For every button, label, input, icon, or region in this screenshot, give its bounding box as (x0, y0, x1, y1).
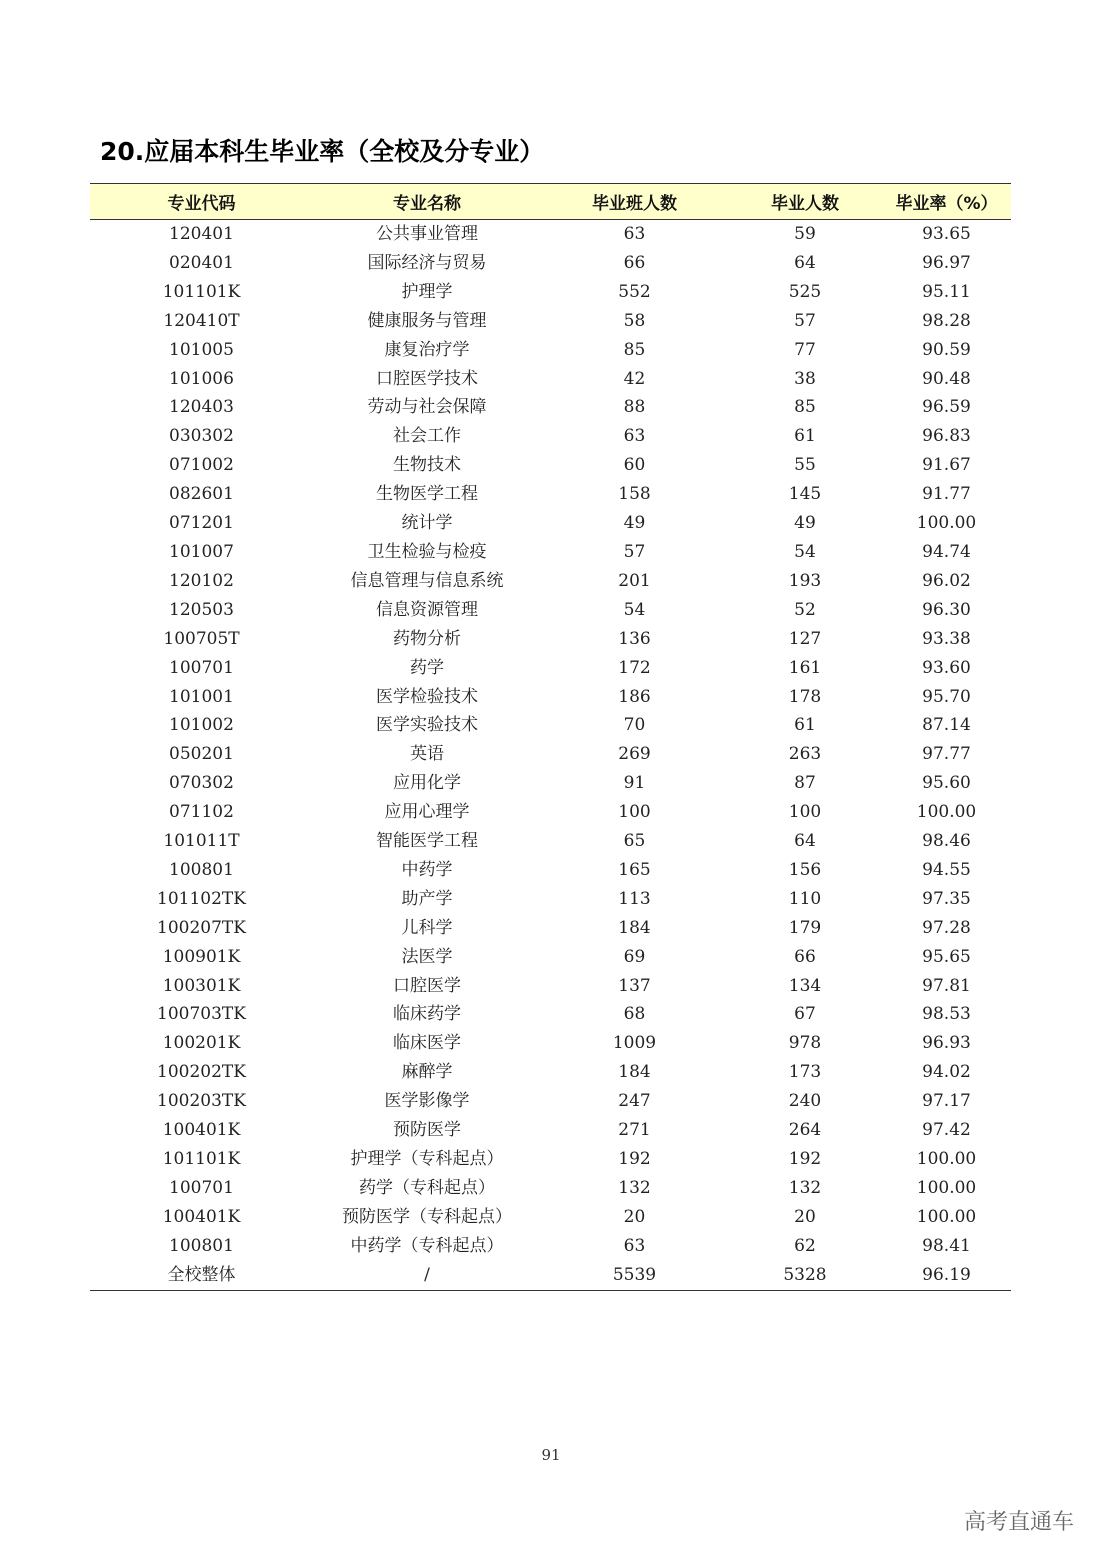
cell-class-size: 136 (618, 628, 651, 649)
cell-major-name: 中药学 (401, 859, 453, 880)
cell-major-code: 120410T (163, 310, 240, 331)
cell-graduates: 161 (788, 657, 822, 678)
cell-class-size: 42 (623, 368, 646, 389)
table-row (90, 1058, 1011, 1087)
cell-major-code: 101001 (169, 686, 234, 707)
cell-major-code: 100207TK (157, 917, 246, 938)
cell-class-size: 100 (618, 802, 651, 823)
table-row (90, 1203, 1011, 1232)
cell-graduates: 54 (794, 541, 816, 562)
cell-major-code: 071201 (169, 513, 234, 534)
cell-graduation-rate: 98.28 (922, 310, 971, 331)
cell-class-size: 165 (618, 859, 651, 880)
table-row (90, 885, 1011, 914)
cell-graduation-rate: 95.11 (922, 281, 971, 302)
cell-major-name: 助产学 (401, 888, 453, 909)
cell-graduation-rate: 94.55 (922, 859, 971, 880)
cell-graduates: 38 (794, 368, 816, 389)
cell-graduation-rate: 98.41 (922, 1235, 971, 1256)
cell-major-name: 国际经济与贸易 (367, 252, 487, 273)
watermark: 高考直通车 (963, 1510, 1074, 1535)
cell-major-name: 临床药学 (393, 1004, 461, 1025)
cell-major-name: 劳动与社会保障 (367, 397, 487, 418)
cell-graduates: 49 (794, 513, 816, 534)
cell-major-code: 030302 (169, 426, 234, 447)
page-number: 91 (541, 1446, 561, 1464)
cell-graduates: 62 (794, 1235, 816, 1256)
cell-major-code: 100801 (169, 1235, 234, 1256)
cell-class-size: 113 (618, 888, 651, 909)
cell-class-size: 70 (623, 715, 646, 736)
cell-class-size: 54 (623, 599, 646, 620)
table-row (90, 827, 1011, 856)
total-class-size: 5539 (541, 1261, 728, 1290)
table-row (90, 1174, 1011, 1203)
cell-graduates: 240 (788, 1091, 822, 1112)
cell-major-name: 口腔医学技术 (376, 368, 478, 389)
cell-major-code: 100701 (169, 1177, 234, 1198)
cell-major-code: 100703TK (157, 1004, 246, 1025)
cell-major-name: 信息管理与信息系统 (350, 570, 504, 591)
cell-major-name: 医学检验技术 (376, 686, 478, 707)
cell-graduates: 67 (794, 1004, 816, 1025)
cell-class-size: 269 (618, 744, 651, 765)
cell-major-name: 应用化学 (393, 773, 461, 794)
cell-major-name: 药学 (410, 657, 444, 678)
cell-major-code: 082601 (169, 484, 234, 505)
cell-graduates: 100 (788, 802, 822, 823)
cell-class-size: 271 (618, 1120, 651, 1141)
cell-graduates: 64 (794, 831, 816, 852)
cell-class-size: 63 (623, 426, 646, 447)
cell-major-name: 口腔医学 (393, 975, 461, 996)
table-row (90, 451, 1011, 480)
cell-graduation-rate: 90.48 (922, 368, 971, 389)
table-body (90, 220, 1011, 1291)
total-graduation-rate: 96.19 (882, 1261, 1011, 1290)
cell-class-size: 69 (623, 946, 646, 967)
cell-graduation-rate: 100.00 (916, 1177, 977, 1198)
table-row (90, 538, 1011, 567)
cell-major-code: 101102TK (157, 888, 246, 909)
cell-class-size: 63 (623, 224, 646, 244)
cell-graduates: 127 (788, 628, 822, 649)
table-row (90, 1116, 1011, 1145)
cell-major-code: 101007 (169, 541, 234, 562)
cell-graduates: 66 (794, 946, 816, 967)
cell-class-size: 158 (618, 484, 651, 505)
table-row (90, 278, 1011, 307)
table-row (90, 711, 1011, 740)
cell-graduation-rate: 97.81 (922, 975, 971, 996)
cell-graduation-rate: 93.60 (922, 657, 971, 678)
cell-class-size: 49 (623, 513, 646, 534)
cell-major-name: 信息资源管理 (376, 599, 478, 620)
cell-graduation-rate: 91.77 (922, 484, 971, 505)
cell-graduation-rate: 96.83 (922, 426, 971, 447)
cell-graduates: 77 (794, 339, 816, 360)
cell-graduation-rate: 96.30 (922, 599, 971, 620)
cell-major-code: 101005 (169, 339, 234, 360)
table-row (90, 683, 1011, 712)
header-major-name: 专业名称 (313, 184, 541, 220)
cell-class-size: 552 (618, 281, 651, 302)
header-class-size: 毕业班人数 (541, 184, 728, 220)
cell-major-name: 药学（专科起点） (359, 1177, 495, 1198)
cell-class-size: 186 (618, 686, 651, 707)
cell-major-name: 医学影像学 (384, 1091, 470, 1112)
cell-class-size: 20 (623, 1206, 646, 1227)
cell-graduation-rate: 97.42 (922, 1120, 971, 1141)
cell-major-code: 100901K (162, 946, 241, 967)
cell-class-size: 137 (618, 975, 651, 996)
cell-graduation-rate: 98.53 (922, 1004, 971, 1025)
cell-class-size: 63 (623, 1235, 646, 1256)
cell-graduates: 87 (794, 773, 816, 794)
cell-major-name: 中药学（专科起点） (350, 1235, 504, 1256)
cell-graduation-rate: 94.02 (922, 1062, 971, 1083)
cell-major-code: 100201K (162, 1033, 241, 1054)
cell-major-code: 100701 (169, 657, 234, 678)
cell-major-name: 统计学 (401, 513, 453, 534)
table-row (90, 422, 1011, 451)
cell-major-name: 法医学 (401, 946, 453, 967)
cell-major-name: 公共事业管理 (376, 224, 478, 244)
cell-graduation-rate: 97.28 (922, 917, 971, 938)
cell-class-size: 60 (623, 455, 646, 476)
cell-graduation-rate: 96.02 (922, 570, 971, 591)
header-major-code: 专业代码 (90, 184, 313, 220)
cell-major-code: 120401 (169, 224, 234, 244)
cell-graduates: 263 (788, 744, 822, 765)
cell-graduation-rate: 87.14 (922, 715, 971, 736)
total-major-code: 全校整体 (90, 1261, 313, 1290)
cell-graduation-rate: 97.35 (922, 888, 971, 909)
cell-class-size: 247 (618, 1091, 651, 1112)
cell-major-code: 120503 (169, 599, 234, 620)
table-header (90, 184, 1011, 220)
cell-graduation-rate: 97.17 (922, 1091, 971, 1112)
cell-graduation-rate: 96.97 (922, 252, 971, 273)
table-row (90, 856, 1011, 885)
cell-major-name: 康复治疗学 (384, 339, 470, 360)
cell-major-name: 护理学 (401, 281, 453, 302)
table-row (90, 625, 1011, 654)
cell-major-name: 药物分析 (393, 628, 461, 649)
cell-graduates: 55 (794, 455, 816, 476)
table-row (90, 567, 1011, 596)
cell-major-code: 071102 (169, 802, 234, 823)
cell-major-name: 卫生检验与检疫 (367, 541, 487, 562)
cell-major-code: 100301K (162, 975, 241, 996)
table-row (90, 1000, 1011, 1029)
cell-graduates: 173 (788, 1062, 822, 1083)
cell-major-code: 120102 (169, 570, 234, 591)
table-row (90, 365, 1011, 394)
cell-major-name: 护理学（专科起点） (350, 1149, 504, 1169)
cell-class-size: 192 (618, 1149, 651, 1169)
table-row (90, 1232, 1011, 1261)
table-row (90, 249, 1011, 278)
cell-major-name: 生物技术 (393, 455, 461, 476)
table-row (90, 307, 1011, 336)
cell-major-code: 100203TK (157, 1091, 246, 1112)
cell-class-size: 88 (623, 397, 646, 418)
table-row (90, 336, 1011, 365)
cell-major-name: 生物医学工程 (376, 484, 478, 505)
cell-graduation-rate: 95.60 (922, 773, 971, 794)
cell-major-code: 101101K (162, 281, 241, 302)
total-row (90, 1261, 1011, 1290)
cell-major-code: 020401 (169, 252, 234, 273)
cell-graduates: 192 (788, 1149, 822, 1169)
cell-graduation-rate: 94.74 (922, 541, 971, 562)
cell-major-name: 健康服务与管理 (367, 310, 487, 331)
table-row (90, 1087, 1011, 1116)
cell-major-code: 071002 (169, 455, 234, 476)
cell-class-size: 201 (618, 570, 651, 591)
cell-graduation-rate: 100.00 (916, 513, 977, 534)
cell-graduation-rate: 96.93 (922, 1033, 971, 1054)
header-graduates: 毕业人数 (728, 184, 882, 220)
cell-graduates: 61 (794, 715, 816, 736)
cell-major-code: 101006 (169, 368, 234, 389)
cell-graduation-rate: 91.67 (922, 455, 971, 476)
table-row (90, 393, 1011, 422)
cell-class-size: 65 (623, 831, 646, 852)
cell-graduation-rate: 98.46 (922, 831, 971, 852)
cell-major-code: 100401K (162, 1206, 241, 1227)
cell-graduates: 52 (794, 599, 816, 620)
cell-class-size: 184 (618, 917, 651, 938)
cell-major-name: 应用心理学 (384, 802, 470, 823)
cell-major-code: 100401K (162, 1120, 241, 1141)
cell-graduates: 59 (794, 224, 816, 244)
cell-major-code: 070302 (169, 773, 234, 794)
cell-class-size: 68 (623, 1004, 646, 1025)
total-major-name: / (313, 1261, 541, 1290)
page-title: 20.应届本科生毕业率（全校及分专业） (100, 137, 545, 166)
cell-major-name: 麻醉学 (401, 1062, 453, 1083)
header-row (90, 184, 1011, 220)
cell-graduates: 145 (788, 484, 822, 505)
cell-graduates: 978 (788, 1033, 822, 1054)
table-row (90, 972, 1011, 1001)
table-row (90, 914, 1011, 943)
cell-major-code: 100801 (169, 859, 234, 880)
cell-graduation-rate: 100.00 (916, 1149, 977, 1169)
cell-major-code: 101011T (163, 831, 240, 852)
cell-class-size: 172 (618, 657, 651, 678)
cell-graduates: 61 (794, 426, 816, 447)
cell-major-name: 预防医学（专科起点） (342, 1206, 512, 1227)
cell-class-size: 85 (623, 339, 646, 360)
cell-major-code: 120403 (169, 397, 234, 418)
table-row (90, 654, 1011, 683)
cell-major-code: 100705T (163, 628, 240, 649)
cell-graduation-rate: 95.70 (922, 686, 971, 707)
cell-graduates: 134 (788, 975, 822, 996)
cell-graduation-rate: 95.65 (922, 946, 971, 967)
table-row (90, 769, 1011, 798)
cell-graduates: 20 (794, 1206, 816, 1227)
cell-class-size: 184 (618, 1062, 651, 1083)
cell-major-code: 050201 (169, 744, 234, 765)
cell-major-name: 预防医学 (393, 1120, 461, 1141)
cell-major-name: 临床医学 (393, 1033, 461, 1054)
cell-graduation-rate: 100.00 (916, 802, 977, 823)
cell-class-size: 58 (623, 310, 646, 331)
header-graduation-rate: 毕业率（%） (882, 184, 1011, 220)
cell-class-size: 66 (623, 252, 646, 273)
cell-graduates: 156 (788, 859, 822, 880)
cell-major-name: 英语 (410, 744, 444, 765)
table-row (90, 943, 1011, 972)
cell-graduates: 57 (794, 310, 816, 331)
table-row (90, 509, 1011, 538)
table-row (90, 798, 1011, 827)
cell-graduates: 193 (788, 570, 822, 591)
cell-class-size: 1009 (612, 1033, 657, 1054)
cell-major-name: 医学实验技术 (376, 715, 478, 736)
cell-major-name: 社会工作 (393, 426, 461, 447)
cell-class-size: 132 (618, 1177, 651, 1198)
cell-graduation-rate: 90.59 (922, 339, 971, 360)
cell-graduates: 64 (794, 252, 816, 273)
table-row (90, 480, 1011, 509)
cell-graduates: 132 (788, 1177, 822, 1198)
table-row (90, 220, 1011, 249)
cell-major-code: 100202TK (157, 1062, 246, 1083)
cell-major-code: 101101K (162, 1149, 241, 1169)
cell-graduates: 85 (794, 397, 816, 418)
total-graduates: 5328 (728, 1261, 882, 1290)
cell-graduates: 179 (788, 917, 822, 938)
cell-graduates: 178 (788, 686, 822, 707)
cell-class-size: 57 (623, 541, 646, 562)
graduation-rate-table (90, 183, 1011, 1291)
cell-graduates: 110 (788, 888, 822, 909)
cell-graduation-rate: 96.59 (922, 397, 971, 418)
cell-major-name: 智能医学工程 (376, 831, 478, 852)
cell-major-code: 101002 (169, 715, 234, 736)
table-row (90, 596, 1011, 625)
cell-graduates: 525 (788, 281, 822, 302)
cell-class-size: 91 (623, 773, 646, 794)
cell-graduation-rate: 97.77 (922, 744, 971, 765)
cell-graduates: 264 (788, 1120, 822, 1141)
cell-graduation-rate: 93.38 (922, 628, 971, 649)
cell-graduation-rate: 93.65 (922, 224, 971, 244)
table-row (90, 740, 1011, 769)
table-row (90, 1145, 1011, 1174)
cell-major-name: 儿科学 (401, 917, 453, 938)
table-row (90, 1029, 1011, 1058)
cell-graduation-rate: 100.00 (916, 1206, 977, 1227)
